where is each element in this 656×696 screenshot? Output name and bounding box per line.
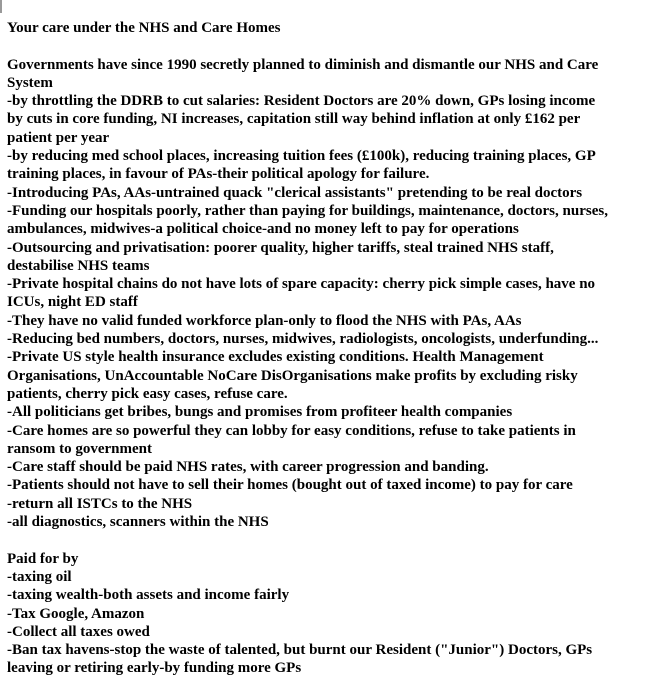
text-line: patients, cherry pick easy cases, refuse care. <box>7 385 288 402</box>
text-line: -Collect all taxes owed <box>7 623 150 640</box>
text-line: ransom to government <box>7 440 152 457</box>
text-line: patient per year <box>7 129 110 146</box>
text-line: -Introducing PAs, AAs-untrained quack "clerical assistants" pretending to be real doctors <box>7 184 583 201</box>
text-line: -Private hospital chains do not have lots of spare capacity: cherry pick simple cases, have no <box>7 276 596 293</box>
text-line: training places, in favour of PAs-their political apology for failure. <box>7 166 430 183</box>
text-line: ICUs, night ED staff <box>7 294 138 311</box>
blank-line <box>7 37 652 55</box>
text-line: -Care homes are so powerful they can lobby for easy conditions, refuse to take patients in <box>7 422 576 439</box>
text-line: -Outsourcing and privatisation: poorer quality, higher tariffs, steal trained NHS staff, <box>7 239 554 256</box>
text-line: Organisations, UnAccountable NoCare DisOrganisations make profits by excluding risky <box>7 367 578 384</box>
text-line: -Funding our hospitals poorly, rather than paying for buildings, maintenance, doctors, nurses, <box>7 202 608 219</box>
text-line: -Patients should not have to sell their homes (bought out of taxed income) to pay for care <box>7 477 573 494</box>
text-line: -all diagnostics, scanners within the NHS <box>7 514 269 531</box>
text-line: Governments have since 1990 secretly planned to diminish and dismantle our NHS and Care <box>7 56 599 73</box>
blank-line <box>7 531 652 549</box>
text-line: -Care staff should be paid NHS rates, with career progression and banding. <box>7 459 489 476</box>
text-line: System <box>7 74 53 91</box>
document-body <box>7 56 652 678</box>
text-line: -They have no valid funded workforce plan-only to flood the NHS with PAs, AAs <box>7 312 522 329</box>
text-line: ambulances, midwives-a political choice-and no money left to pay for operations <box>7 221 519 238</box>
text-line: -Ban tax havens-stop the waste of talented, but burnt our Resident ("Junior") Doctors, GPs <box>7 642 593 659</box>
text-line: destabilise NHS teams <box>7 257 150 274</box>
text-line: -Reducing bed numbers, doctors, nurses, midwives, radiologists, oncologists, underfunding... <box>7 331 599 348</box>
text-line: -Tax Google, Amazon <box>7 605 145 622</box>
text-line: -by reducing med school places, increasing tuition fees (£100k), reducing training places, GP <box>7 148 596 165</box>
text-line: -taxing wealth-both assets and income fairly <box>7 587 290 604</box>
text-line: -Private US style health insurance excludes existing conditions. Health Management <box>7 349 544 366</box>
text-line: -return all ISTCs to the NHS <box>7 495 193 512</box>
text-line: -by throttling the DDRB to cut salaries: Resident Doctors are 20% down, GPs losing income <box>7 93 596 110</box>
text-line: by cuts in core funding, NI increases, capitation still way behind inflation at only £162 per <box>7 111 581 128</box>
text-line: -taxing oil <box>7 568 72 585</box>
document-title: Your care under the NHS and Care Homes <box>7 20 281 36</box>
text-line: Paid for by <box>7 550 79 567</box>
text-line: -All politicians get bribes, bungs and promises from profiteer health companies <box>7 404 513 421</box>
text-cursor-artifact <box>0 0 2 13</box>
text-line: leaving or retiring early-by funding more GPs <box>7 660 302 677</box>
